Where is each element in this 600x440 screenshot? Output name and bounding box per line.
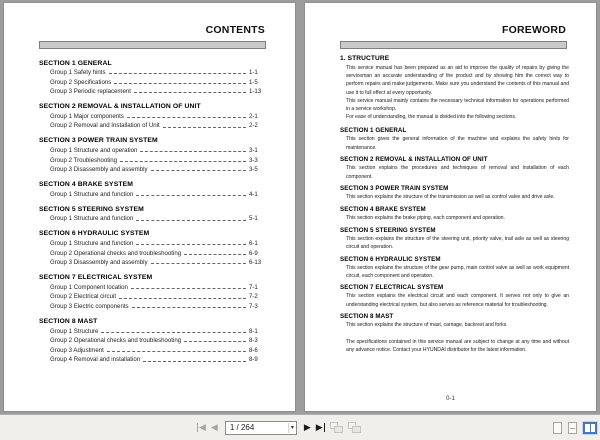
toc-section-heading: SECTION 5 STEERING SYSTEM xyxy=(39,205,144,213)
toc-page-number: 7-2 xyxy=(249,293,258,301)
dotted-leader xyxy=(131,288,246,289)
foreword-title: FOREWORD xyxy=(501,24,566,36)
dotted-leader xyxy=(184,254,246,255)
dotted-leader xyxy=(143,361,246,362)
page-navigation xyxy=(197,415,361,440)
toc-section-heading: SECTION 3 POWER TRAIN SYSTEM xyxy=(39,137,158,145)
toc-row xyxy=(39,214,266,224)
toc-row-label: Group 1 Structure and function xyxy=(50,215,134,223)
dotted-leader xyxy=(114,83,246,84)
foreword-section-heading: SECTION 3 POWER TRAIN SYSTEM xyxy=(340,185,449,193)
toc-page-number: 1-13 xyxy=(249,88,262,96)
foreword-section-heading: SECTION 2 REMOVAL & INSTALLATION OF UNIT xyxy=(340,156,488,164)
toc-page-number: 8-6 xyxy=(249,346,258,354)
toc-page-number: 3-1 xyxy=(249,146,258,154)
foreword-sections xyxy=(340,127,569,329)
foreword-section-description: This section explains the structure of the gear pump, main control valve as well as work equipment circuit, each component and operation. xyxy=(346,264,569,279)
toc-row-label: Group 3 Disassembly and assembly xyxy=(50,259,148,267)
toc-row-label: Group 3 Periodic replacement xyxy=(50,88,131,96)
toc-row-label: Group 1 Structure and function xyxy=(50,190,134,198)
toc-row-label: Group 2 Removal and Installation of Unit xyxy=(50,122,160,130)
toc-page-number: 3-3 xyxy=(249,156,258,164)
dotted-leader xyxy=(163,127,246,128)
foreword-section-heading: SECTION 5 STEERING SYSTEM xyxy=(340,226,436,234)
toc-row-label: Group 1 Structure and function xyxy=(50,239,134,247)
dotted-leader xyxy=(136,195,246,196)
foreword-section-description: This section explains the structure of the transmission as well as control valve and drive axle. xyxy=(346,194,555,201)
title-underline-bar xyxy=(340,41,567,49)
toc-page-number: 5-1 xyxy=(249,215,258,223)
continuous-view-icon[interactable] xyxy=(568,422,577,434)
foreword-section-heading: SECTION 8 MAST xyxy=(340,313,394,321)
view-mode-buttons xyxy=(553,415,597,440)
toc-page-number: 8-1 xyxy=(249,327,258,335)
toc-page-number: 6-9 xyxy=(249,249,258,257)
foreword-section-heading: SECTION 6 HYDRAULIC SYSTEM xyxy=(340,255,441,263)
contents-page xyxy=(3,2,296,412)
foreword-section-heading: SECTION 1 GENERAL xyxy=(340,127,407,135)
first-page-icon[interactable]: ◀ xyxy=(199,422,206,432)
previous-page-icon[interactable]: ◀ xyxy=(210,422,218,432)
toc-row xyxy=(39,165,266,175)
toc-row xyxy=(39,355,266,365)
toc-sections xyxy=(39,53,266,365)
dotted-leader xyxy=(120,161,246,162)
page-number: 0-1 xyxy=(446,396,455,402)
intro-paragraph: This service manual mainly contains the necessary technical information for operations performed in a service workshop. xyxy=(346,97,569,113)
toc-row-label: Group 2 Specifications xyxy=(50,78,112,86)
toc-page-number: 1-1 xyxy=(249,69,258,76)
foreword-section-description: This section gives the general information of the machine and explains the safety hints for maintenance. xyxy=(346,136,569,151)
toc-row xyxy=(39,146,266,156)
toc-page-number: 8-3 xyxy=(249,337,258,345)
next-page-icon[interactable]: ▶ xyxy=(303,422,311,432)
toc-section-heading: SECTION 6 HYDRAULIC SYSTEM xyxy=(39,230,150,238)
toc-page-number: 6-13 xyxy=(249,259,262,267)
toc-page-number: 3-5 xyxy=(249,166,258,174)
toc-row xyxy=(39,87,266,97)
toc-section-heading: SECTION 1 GENERAL xyxy=(39,59,112,67)
toc-page-number: 4-1 xyxy=(249,190,258,198)
toc-row xyxy=(39,249,266,259)
toc-row-label: Group 2 Electrical circuit xyxy=(50,293,117,301)
toc-section-heading: SECTION 2 REMOVAL & INSTALLATION OF UNIT xyxy=(39,103,201,111)
toc-row xyxy=(39,283,266,293)
toc-row-label: Group 1 Structure xyxy=(50,327,99,335)
dotted-leader xyxy=(136,220,246,221)
toc-section-heading: SECTION 7 ELECTRICAL SYSTEM xyxy=(39,274,153,282)
foreword-section-heading: SECTION 4 BRAKE SYSTEM xyxy=(340,205,426,213)
dotted-leader xyxy=(127,117,246,118)
single-page-view-icon[interactable] xyxy=(553,422,562,434)
structure-heading: 1. STRUCTURE xyxy=(340,55,390,62)
foreword-page xyxy=(304,2,597,412)
toc-row xyxy=(39,346,266,356)
toc-row-label: Group 1 Safety hints xyxy=(50,69,106,76)
dotted-leader xyxy=(101,332,246,333)
toc-row xyxy=(39,239,266,249)
intro-paragraphs xyxy=(340,64,569,121)
toc-row-label: Group 1 Major components xyxy=(50,112,124,120)
toc-row xyxy=(39,190,266,200)
viewer-toolbar xyxy=(0,414,600,440)
toc-page-number: 7-3 xyxy=(249,302,258,310)
dotted-leader xyxy=(119,298,246,299)
toc-row xyxy=(39,292,266,302)
dotted-leader xyxy=(151,170,246,171)
next-view-icon[interactable] xyxy=(348,422,361,434)
toc-page-number: 8-9 xyxy=(249,356,258,364)
toc-page-number: 7-1 xyxy=(249,283,258,291)
foreword-body xyxy=(340,55,569,354)
toc-page-number: 2-2 xyxy=(249,122,258,130)
previous-view-icon[interactable] xyxy=(330,422,343,434)
toc-page-number: 2-1 xyxy=(249,112,258,120)
toc-row-label: Group 3 Electric components xyxy=(50,302,129,310)
intro-paragraph: For ease of understanding, the manual is divided into the following sections. xyxy=(346,114,517,121)
toc-row xyxy=(39,68,266,78)
foreword-section-description: This section explains the procedures and techniques of removal and installation of each component. xyxy=(346,165,569,180)
dotted-leader xyxy=(184,341,246,342)
toc-row-label: Group 1 Structure and operation xyxy=(50,146,138,154)
contents-title: CONTENTS xyxy=(205,24,265,36)
facing-pages-view-icon[interactable] xyxy=(583,422,597,434)
toc-row-label: Group 1 Component location xyxy=(50,283,128,291)
page-number-combo[interactable] xyxy=(225,421,297,435)
dotted-leader xyxy=(136,244,246,245)
toc-section-heading: SECTION 8 MAST xyxy=(39,318,98,325)
dotted-leader xyxy=(134,92,246,93)
toc-row xyxy=(39,336,266,346)
toc-row-label: Group 3 Adjustment xyxy=(50,346,104,354)
toc-row xyxy=(39,121,266,131)
foreword-section-description: This section explains the electrical circuit and each component. It serves not only to give an understanding electrical system, but also serves as reference material for troubleshooting. xyxy=(346,293,569,308)
toc-row-label: Group 3 Disassembly and assembly xyxy=(50,166,148,174)
closing-paragraph: The specifications contained in this service manual are subject to change at any time and without any advance notice. Contact your HYUNDAI distributor for the latest information. xyxy=(346,338,569,353)
toc-row-label: Group 2 Operational checks and troubleshooting xyxy=(50,337,182,345)
dotted-leader xyxy=(132,307,246,308)
title-underline-bar xyxy=(39,41,266,49)
toc-page-number: 1-5 xyxy=(249,78,258,86)
intro-paragraph: This service manual has been prepared as an aid to improve the quality of repairs by giving the serviceman an accurate understanding of the product and by showing him the correct way to perform repairs and make judgements. Make sure you understand the contents of this manual and use it to full effect at every opportunity. xyxy=(346,65,569,96)
toc-row xyxy=(39,156,266,166)
toc-row xyxy=(39,78,266,88)
chevron-down-icon[interactable]: ▾ xyxy=(290,424,294,431)
dotted-leader xyxy=(151,263,246,264)
page-number-value: 1 / 264 xyxy=(229,423,255,432)
toc-page-number: 6-1 xyxy=(249,239,258,247)
toc-row xyxy=(39,112,266,122)
foreword-section-description: This section explains the brake piping, each component and operation. xyxy=(346,214,505,221)
dotted-leader xyxy=(109,73,246,74)
toc-row xyxy=(39,258,266,268)
combo-separator xyxy=(288,423,289,433)
dotted-leader xyxy=(107,351,246,352)
toc-row-label: Group 4 Removal and installation xyxy=(50,356,141,364)
toc-row-label: Group 2 Troubleshooting xyxy=(50,156,118,164)
foreword-section-heading: SECTION 7 ELECTRICAL SYSTEM xyxy=(340,284,444,292)
toc-row-label: Group 2 Operational checks and troubleshooting xyxy=(50,249,182,257)
toc-row xyxy=(39,302,266,312)
toc-row xyxy=(39,327,266,337)
dotted-leader xyxy=(140,151,246,152)
toc-section-heading: SECTION 4 BRAKE SYSTEM xyxy=(39,181,133,189)
foreword-section-description: This section explains the structure of the steering unit, priority valve, trail axle as well as steering circuit and operation. xyxy=(346,235,569,250)
foreword-section-description: This section explains the structure of mast, carriage, backrest and forks. xyxy=(346,322,508,329)
last-page-icon[interactable]: ▶ xyxy=(315,422,323,432)
